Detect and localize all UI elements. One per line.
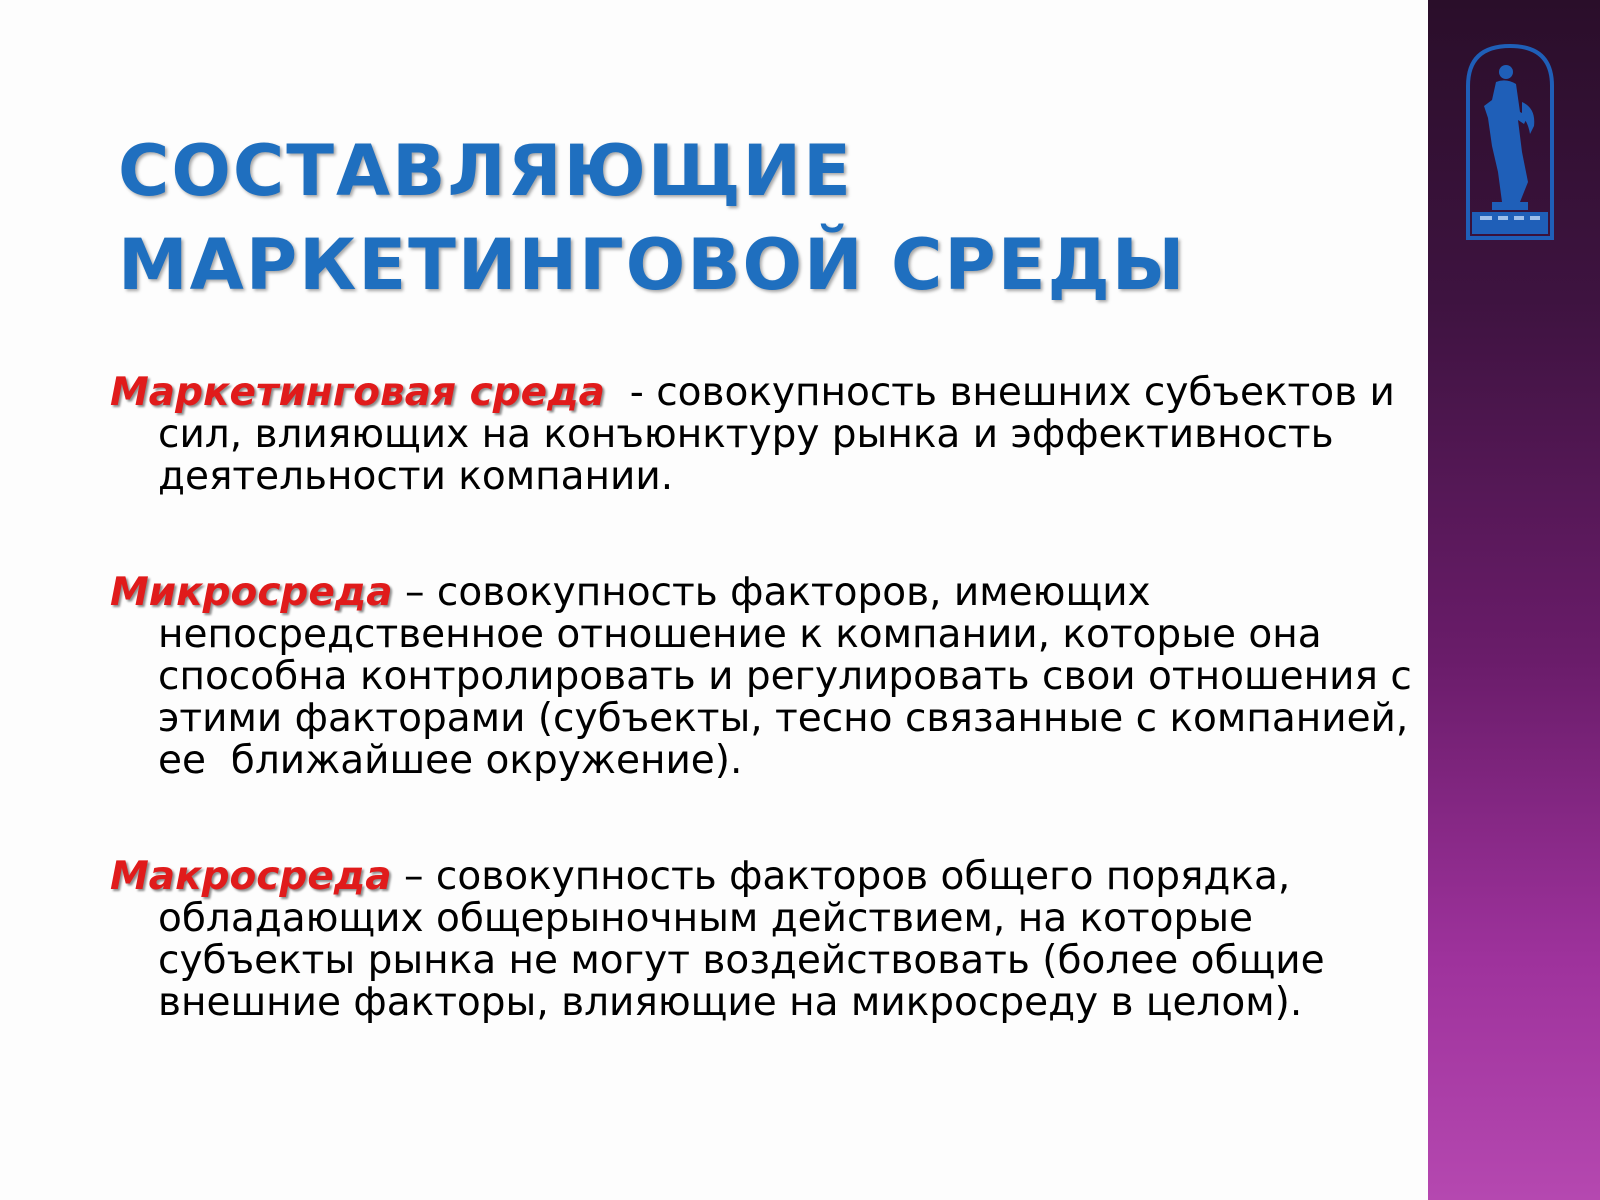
term-macroenvironment: Макросреда [110, 854, 392, 899]
definition-text-macroenvironment: – совокупность факторов общего порядка, обладающих общерыночным действием, на которые субъекты рынка не могут воздействовать (более общие внешние факторы, влияющие на микросреду в целом). [158, 854, 1338, 1025]
definition-text-microenvironment: – совокупность факторов, имеющих непосредственное отношение к компании, которые она способна контролировать и регулировать свои отношения с этими факторами (субъекты, тесно связанные с компанией, ее ближайшее окружение). [158, 570, 1425, 783]
definition-marketing-environment [110, 372, 1415, 498]
definition-microenvironment [110, 570, 1425, 783]
slide-title-line-1: СОСТАВЛЯЮЩИЕ [118, 130, 853, 212]
definition-text-marketing-environment: - совокупность внешних субъектов и сил, влияющих на конъюнктуру рынка и эффективность деятельности компании. [158, 370, 1408, 499]
definitions-list [110, 370, 1425, 1025]
slide-title [118, 124, 1398, 312]
term-marketing-environment: Маркетинговая среда [110, 370, 605, 415]
statue-emblem-icon [1462, 42, 1558, 242]
definition-macroenvironment [110, 856, 1415, 1024]
term-microenvironment: Микросреда [110, 570, 393, 615]
slide-title-line-2: МАРКЕТИНГОВОЙ СРЕДЫ [118, 224, 1187, 306]
